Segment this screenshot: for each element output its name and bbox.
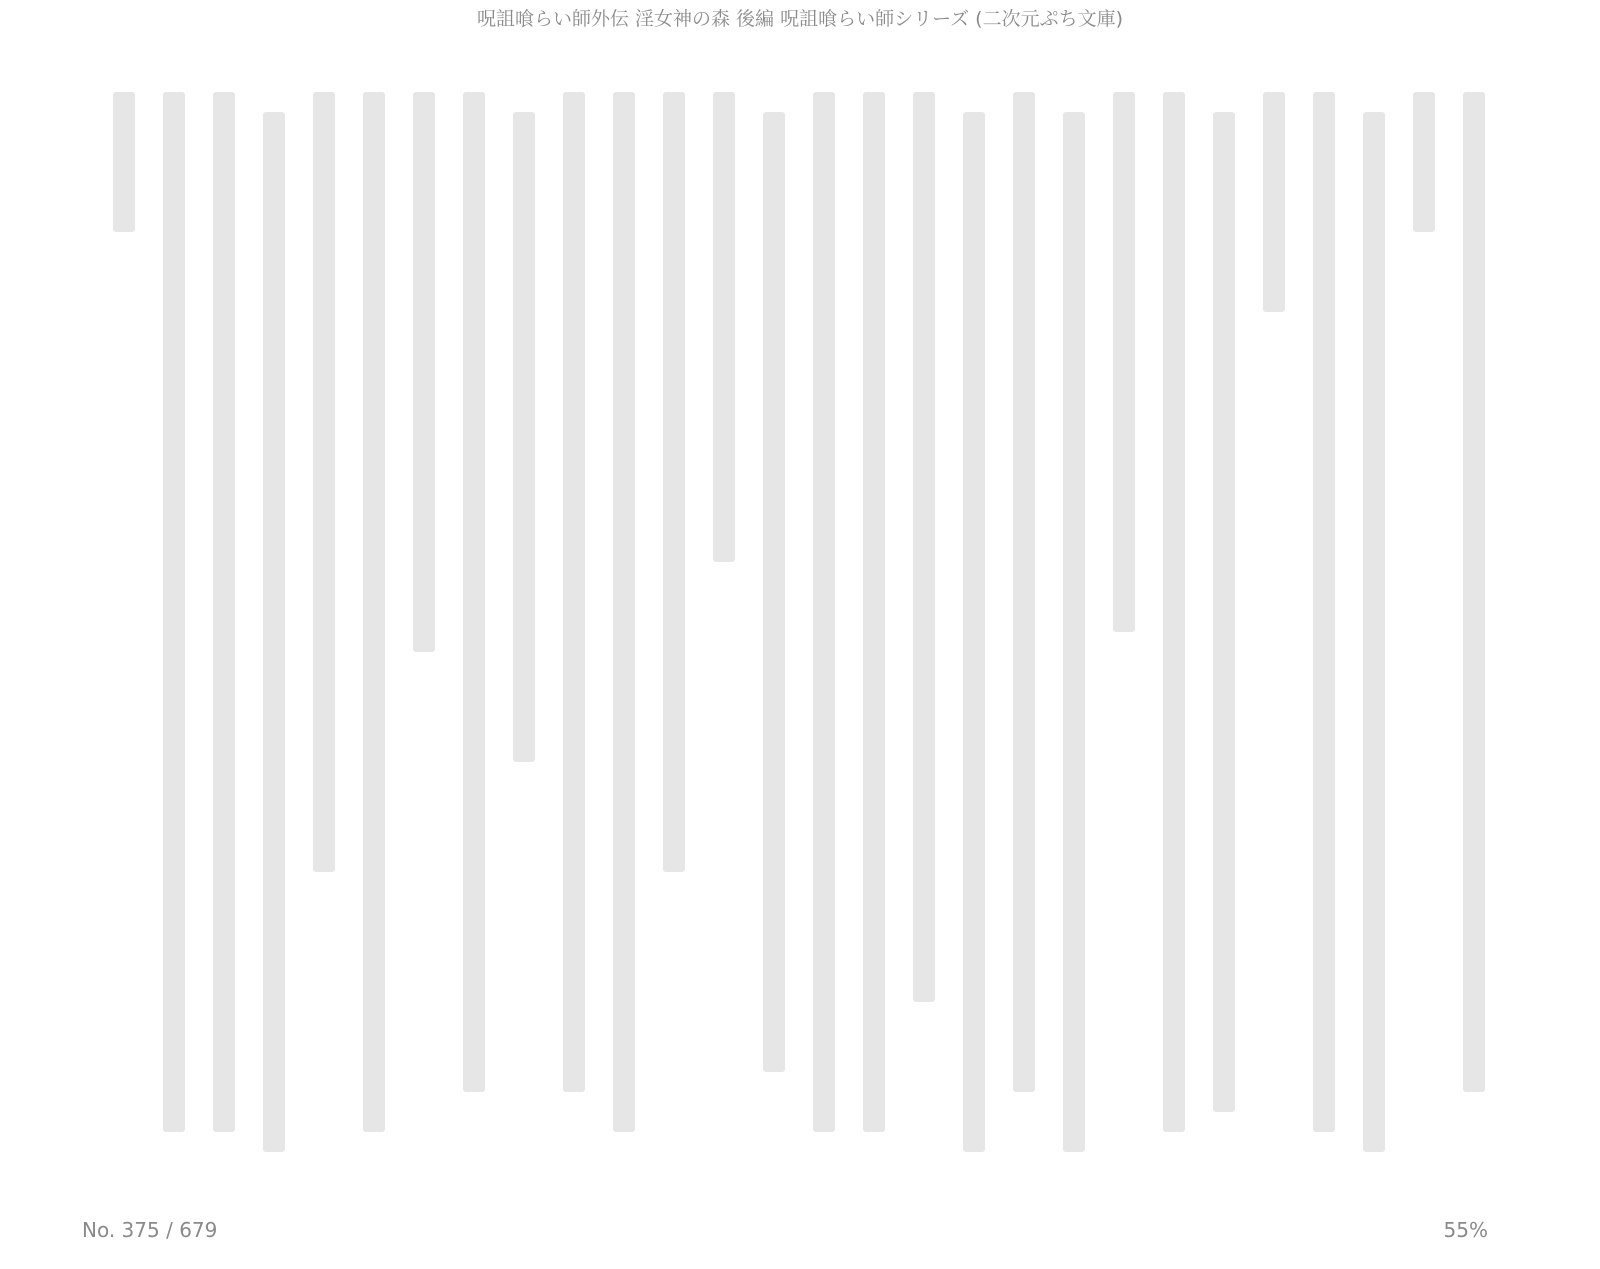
text-column: [1100, 92, 1150, 1172]
text-line-placeholder: [1113, 92, 1135, 632]
text-column: [1350, 92, 1400, 1172]
text-column: [100, 92, 150, 1172]
text-line-placeholder: [1063, 112, 1085, 1152]
text-column: [350, 92, 400, 1172]
text-column: [300, 92, 350, 1172]
text-column: [250, 92, 300, 1172]
text-column: [750, 92, 800, 1172]
text-column: [800, 92, 850, 1172]
text-line-placeholder: [413, 92, 435, 652]
text-line-placeholder: [313, 92, 335, 872]
text-line-placeholder: [613, 92, 635, 1132]
text-line-placeholder: [1263, 92, 1285, 312]
text-column: [850, 92, 900, 1172]
text-line-placeholder: [713, 92, 735, 562]
text-column: [950, 92, 1000, 1172]
text-line-placeholder: [913, 92, 935, 1002]
text-column: [1050, 92, 1100, 1172]
text-column: [200, 92, 250, 1172]
location-indicator: No. 375 / 679: [82, 1218, 218, 1242]
text-column: [1300, 92, 1350, 1172]
text-column: [450, 92, 500, 1172]
text-column: [500, 92, 550, 1172]
book-title: 呪詛喰らい師外伝 淫女神の森 後編 呪詛喰らい師シリーズ (二次元ぷち文庫): [476, 8, 1124, 30]
text-line-placeholder: [763, 112, 785, 1072]
text-column: [1200, 92, 1250, 1172]
text-column: [1400, 92, 1450, 1172]
text-column: [1450, 92, 1500, 1172]
text-line-placeholder: [513, 112, 535, 762]
text-line-placeholder: [1363, 112, 1385, 1152]
text-column: [1150, 92, 1200, 1172]
text-line-placeholder: [1013, 92, 1035, 1092]
text-line-placeholder: [1163, 92, 1185, 1132]
page-text-body[interactable]: [100, 92, 1500, 1172]
text-line-placeholder: [863, 92, 885, 1132]
text-column: [700, 92, 750, 1172]
text-line-placeholder: [963, 112, 985, 1152]
text-column: [1250, 92, 1300, 1172]
text-column: [550, 92, 600, 1172]
text-line-placeholder: [1413, 92, 1435, 232]
text-column: [900, 92, 950, 1172]
text-line-placeholder: [113, 92, 135, 232]
text-line-placeholder: [563, 92, 585, 1092]
text-line-placeholder: [213, 92, 235, 1132]
text-column: [150, 92, 200, 1172]
text-line-placeholder: [813, 92, 835, 1132]
text-line-placeholder: [363, 92, 385, 1132]
reading-progress: 55%: [1443, 1218, 1488, 1242]
text-column: [650, 92, 700, 1172]
text-column: [1000, 92, 1050, 1172]
text-line-placeholder: [1213, 112, 1235, 1112]
text-line-placeholder: [663, 92, 685, 872]
text-line-placeholder: [263, 112, 285, 1152]
text-line-placeholder: [463, 92, 485, 1092]
text-line-placeholder: [1463, 92, 1485, 1092]
text-column: [400, 92, 450, 1172]
text-column: [600, 92, 650, 1172]
text-line-placeholder: [163, 92, 185, 1132]
text-line-placeholder: [1313, 92, 1335, 1132]
